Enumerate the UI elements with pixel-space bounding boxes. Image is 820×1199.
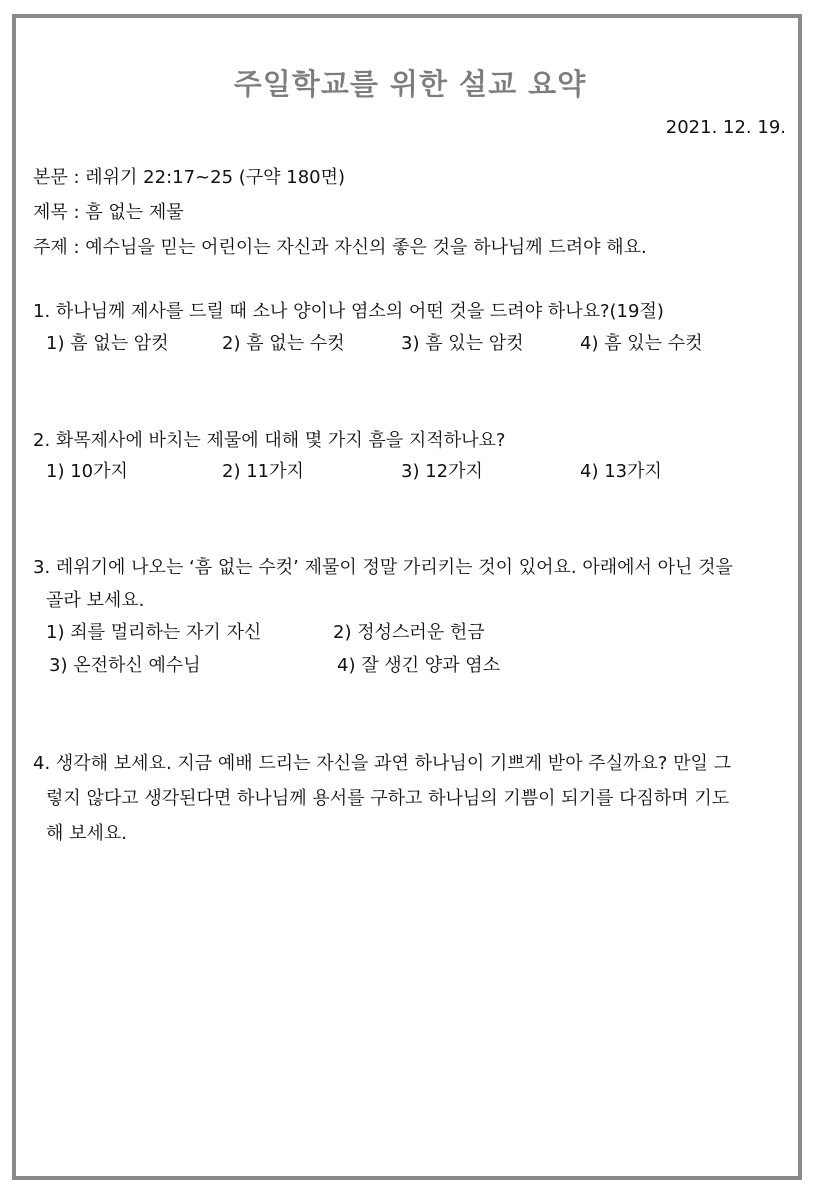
q2-option-2: 2) 11가지 bbox=[222, 461, 304, 482]
question-3-continued: 골라 보세요. bbox=[46, 590, 145, 611]
q2-option-1: 1) 10가지 bbox=[46, 461, 128, 482]
date: 2021. 12. 19. bbox=[665, 117, 786, 138]
q1-option-4: 4) 흠 있는 수컷 bbox=[580, 333, 703, 354]
question-3: 3. 레위기에 나오는 ‘흠 없는 수컷’ 제물이 정말 가리키는 것이 있어요. 아래에서 아닌 것을 bbox=[33, 557, 733, 578]
scripture-reference: 본문 : 레위기 22:17~25 (구약 180면) bbox=[33, 167, 346, 188]
q3-option-2: 2) 정성스러운 헌금 bbox=[333, 622, 485, 643]
question-2: 2. 화목제사에 바치는 제물에 대해 몇 가지 흠을 지적하나요? bbox=[33, 430, 506, 451]
question-4: 4. 생각해 보세요. 지금 예배 드리는 자신을 과연 하나님이 기쁘게 받아 주실까요? 만일 그 bbox=[33, 753, 732, 774]
q1-option-2: 2) 흠 없는 수컷 bbox=[222, 333, 345, 354]
q1-option-1: 1) 흠 없는 암컷 bbox=[46, 333, 169, 354]
q2-option-3: 3) 12가지 bbox=[401, 461, 483, 482]
q1-option-3: 3) 흠 있는 암컷 bbox=[401, 333, 524, 354]
q3-option-1: 1) 죄를 멀리하는 자기 자신 bbox=[46, 622, 262, 643]
page-title: 주일학교를 위한 설교 요약 bbox=[233, 67, 587, 101]
question-1: 1. 하나님께 제사를 드릴 때 소나 양이나 염소의 어떤 것을 드려야 하나요?(19절) bbox=[33, 301, 664, 322]
q3-option-3: 3) 온전하신 예수님 bbox=[49, 655, 201, 676]
sermon-title: 제목 : 흠 없는 제물 bbox=[33, 202, 184, 223]
q3-option-4: 4) 잘 생긴 양과 염소 bbox=[337, 655, 501, 676]
question-4-line-2: 렇지 않다고 생각된다면 하나님께 용서를 구하고 하나님의 기쁨이 되기를 다짐하며 기도 bbox=[46, 788, 730, 809]
q2-option-4: 4) 13가지 bbox=[580, 461, 662, 482]
question-4-line-3: 해 보세요. bbox=[46, 823, 127, 844]
sermon-theme: 주제 : 예수님을 믿는 어린이는 자신과 자신의 좋은 것을 하나님께 드려야 해요. bbox=[33, 237, 647, 258]
